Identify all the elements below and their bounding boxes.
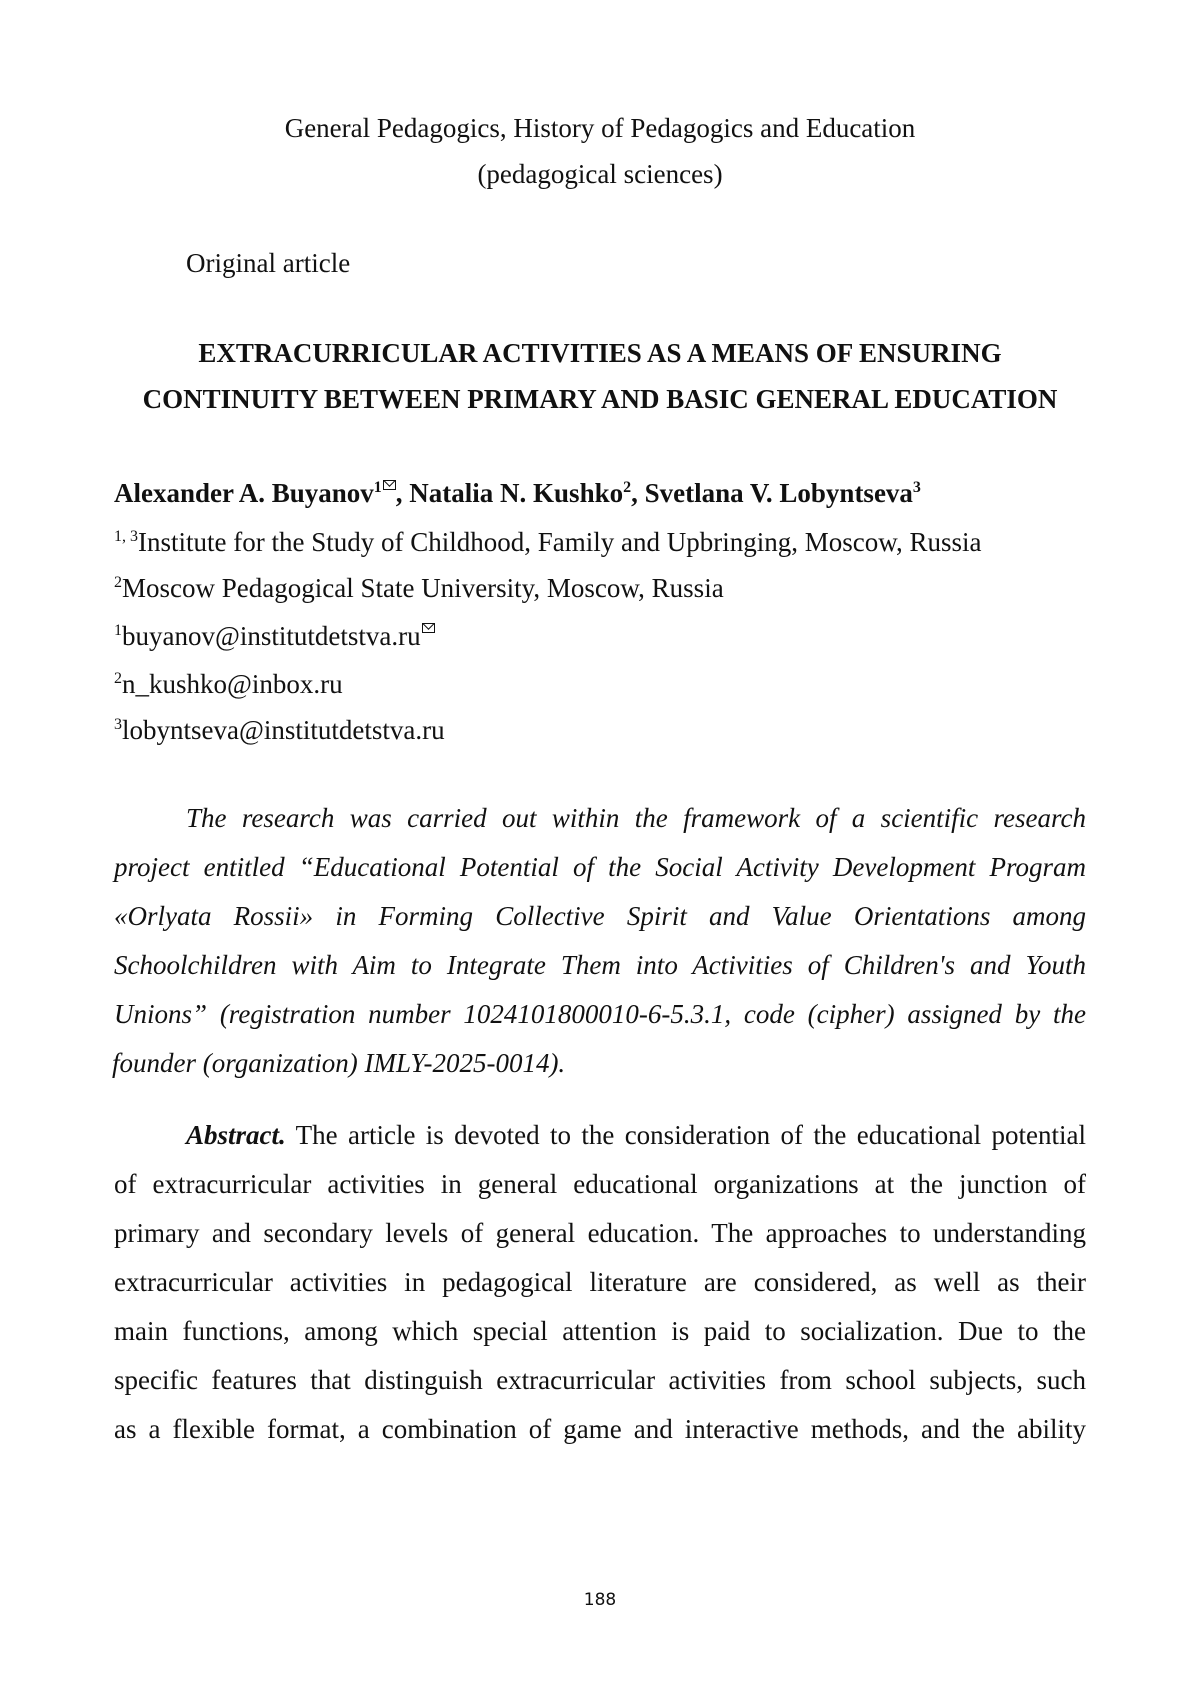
envelope-icon bbox=[422, 623, 435, 633]
abstract-line: of extracurricular activities in general educational organizations at the junction of bbox=[114, 1169, 1086, 1199]
affiliation-superscript: 1, 3 bbox=[114, 528, 138, 545]
funding-note-line: project entitled “Educational Potential of the Social Activity Development Program bbox=[114, 852, 1086, 882]
affiliation bbox=[114, 575, 724, 602]
author-separator: , bbox=[631, 478, 645, 508]
email-superscript: 1 bbox=[114, 622, 122, 639]
funding-note-line: founder (organization) IMLY-2025-0014). bbox=[112, 1048, 566, 1078]
abstract-text: The article is devoted to the consideration of the educational potential bbox=[285, 1120, 1086, 1150]
funding-note-line: Unions” (registration number 1024101800010-6-5.3.1, code (cipher) assigned by the bbox=[114, 999, 1086, 1029]
author-list bbox=[114, 480, 921, 507]
abstract-line: extracurricular activities in pedagogical literature are considered, as well as their bbox=[114, 1267, 1086, 1297]
article-title-line2: CONTINUITY BETWEEN PRIMARY AND BASIC GENERAL EDUCATION bbox=[142, 384, 1058, 414]
funding-note-line: «Orlyata Rossii» in Forming Collective Spirit and Value Orientations among bbox=[114, 901, 1086, 931]
affiliation-superscript: 2 bbox=[114, 574, 122, 591]
email-superscript: 2 bbox=[114, 670, 122, 687]
article-type: Original article bbox=[186, 248, 351, 278]
author-superscript: 1 bbox=[373, 479, 382, 496]
email-address[interactable]: lobyntseva@institutdetstva.ru bbox=[122, 715, 445, 745]
affiliation-text: Moscow Pedagogical State University, Moscow, Russia bbox=[122, 573, 724, 603]
abstract-line: primary and secondary levels of general education. The approaches to understanding bbox=[114, 1218, 1086, 1248]
envelope-icon bbox=[383, 480, 396, 490]
journal-section-line1: General Pedagogics, History of Pedagogics and Education bbox=[284, 113, 916, 143]
email-line bbox=[114, 623, 435, 650]
author-superscript: 2 bbox=[623, 479, 632, 496]
author-name: Alexander A. Buyanov bbox=[114, 478, 374, 508]
author-separator: , bbox=[395, 478, 410, 508]
email-line bbox=[114, 717, 445, 744]
journal-section-line2: (pedagogical sciences) bbox=[477, 159, 723, 189]
author-name: Natalia N. Kushko bbox=[409, 478, 624, 508]
email-address[interactable]: buyanov@institutdetstva.ru bbox=[122, 621, 421, 651]
email-superscript: 3 bbox=[114, 716, 122, 733]
email-line bbox=[114, 671, 343, 698]
abstract-label: Abstract. bbox=[186, 1120, 286, 1150]
article-title-line1: EXTRACURRICULAR ACTIVITIES AS A MEANS OF ENSURING bbox=[198, 338, 1002, 368]
email-address[interactable]: n_kushko@inbox.ru bbox=[122, 669, 343, 699]
abstract-line: as a flexible format, a combination of game and interactive methods, and the ability bbox=[114, 1414, 1086, 1444]
author-name: Svetlana V. Lobyntseva bbox=[644, 478, 913, 508]
funding-note-line: Schoolchildren with Aim to Integrate Them into Activities of Children's and Youth bbox=[114, 950, 1086, 980]
abstract-line bbox=[186, 1122, 1086, 1149]
abstract-line: main functions, among which special attention is paid to socialization. Due to the bbox=[114, 1316, 1086, 1346]
abstract-line: specific features that distinguish extracurricular activities from school subjects, such bbox=[114, 1365, 1086, 1395]
affiliation bbox=[114, 529, 981, 556]
funding-note-line: The research was carried out within the framework of a scientific research bbox=[186, 803, 1086, 833]
author-superscript: 3 bbox=[912, 479, 921, 496]
page-number: 188 bbox=[583, 1590, 617, 1610]
affiliation-text: Institute for the Study of Childhood, Family and Upbringing, Moscow, Russia bbox=[138, 527, 982, 557]
